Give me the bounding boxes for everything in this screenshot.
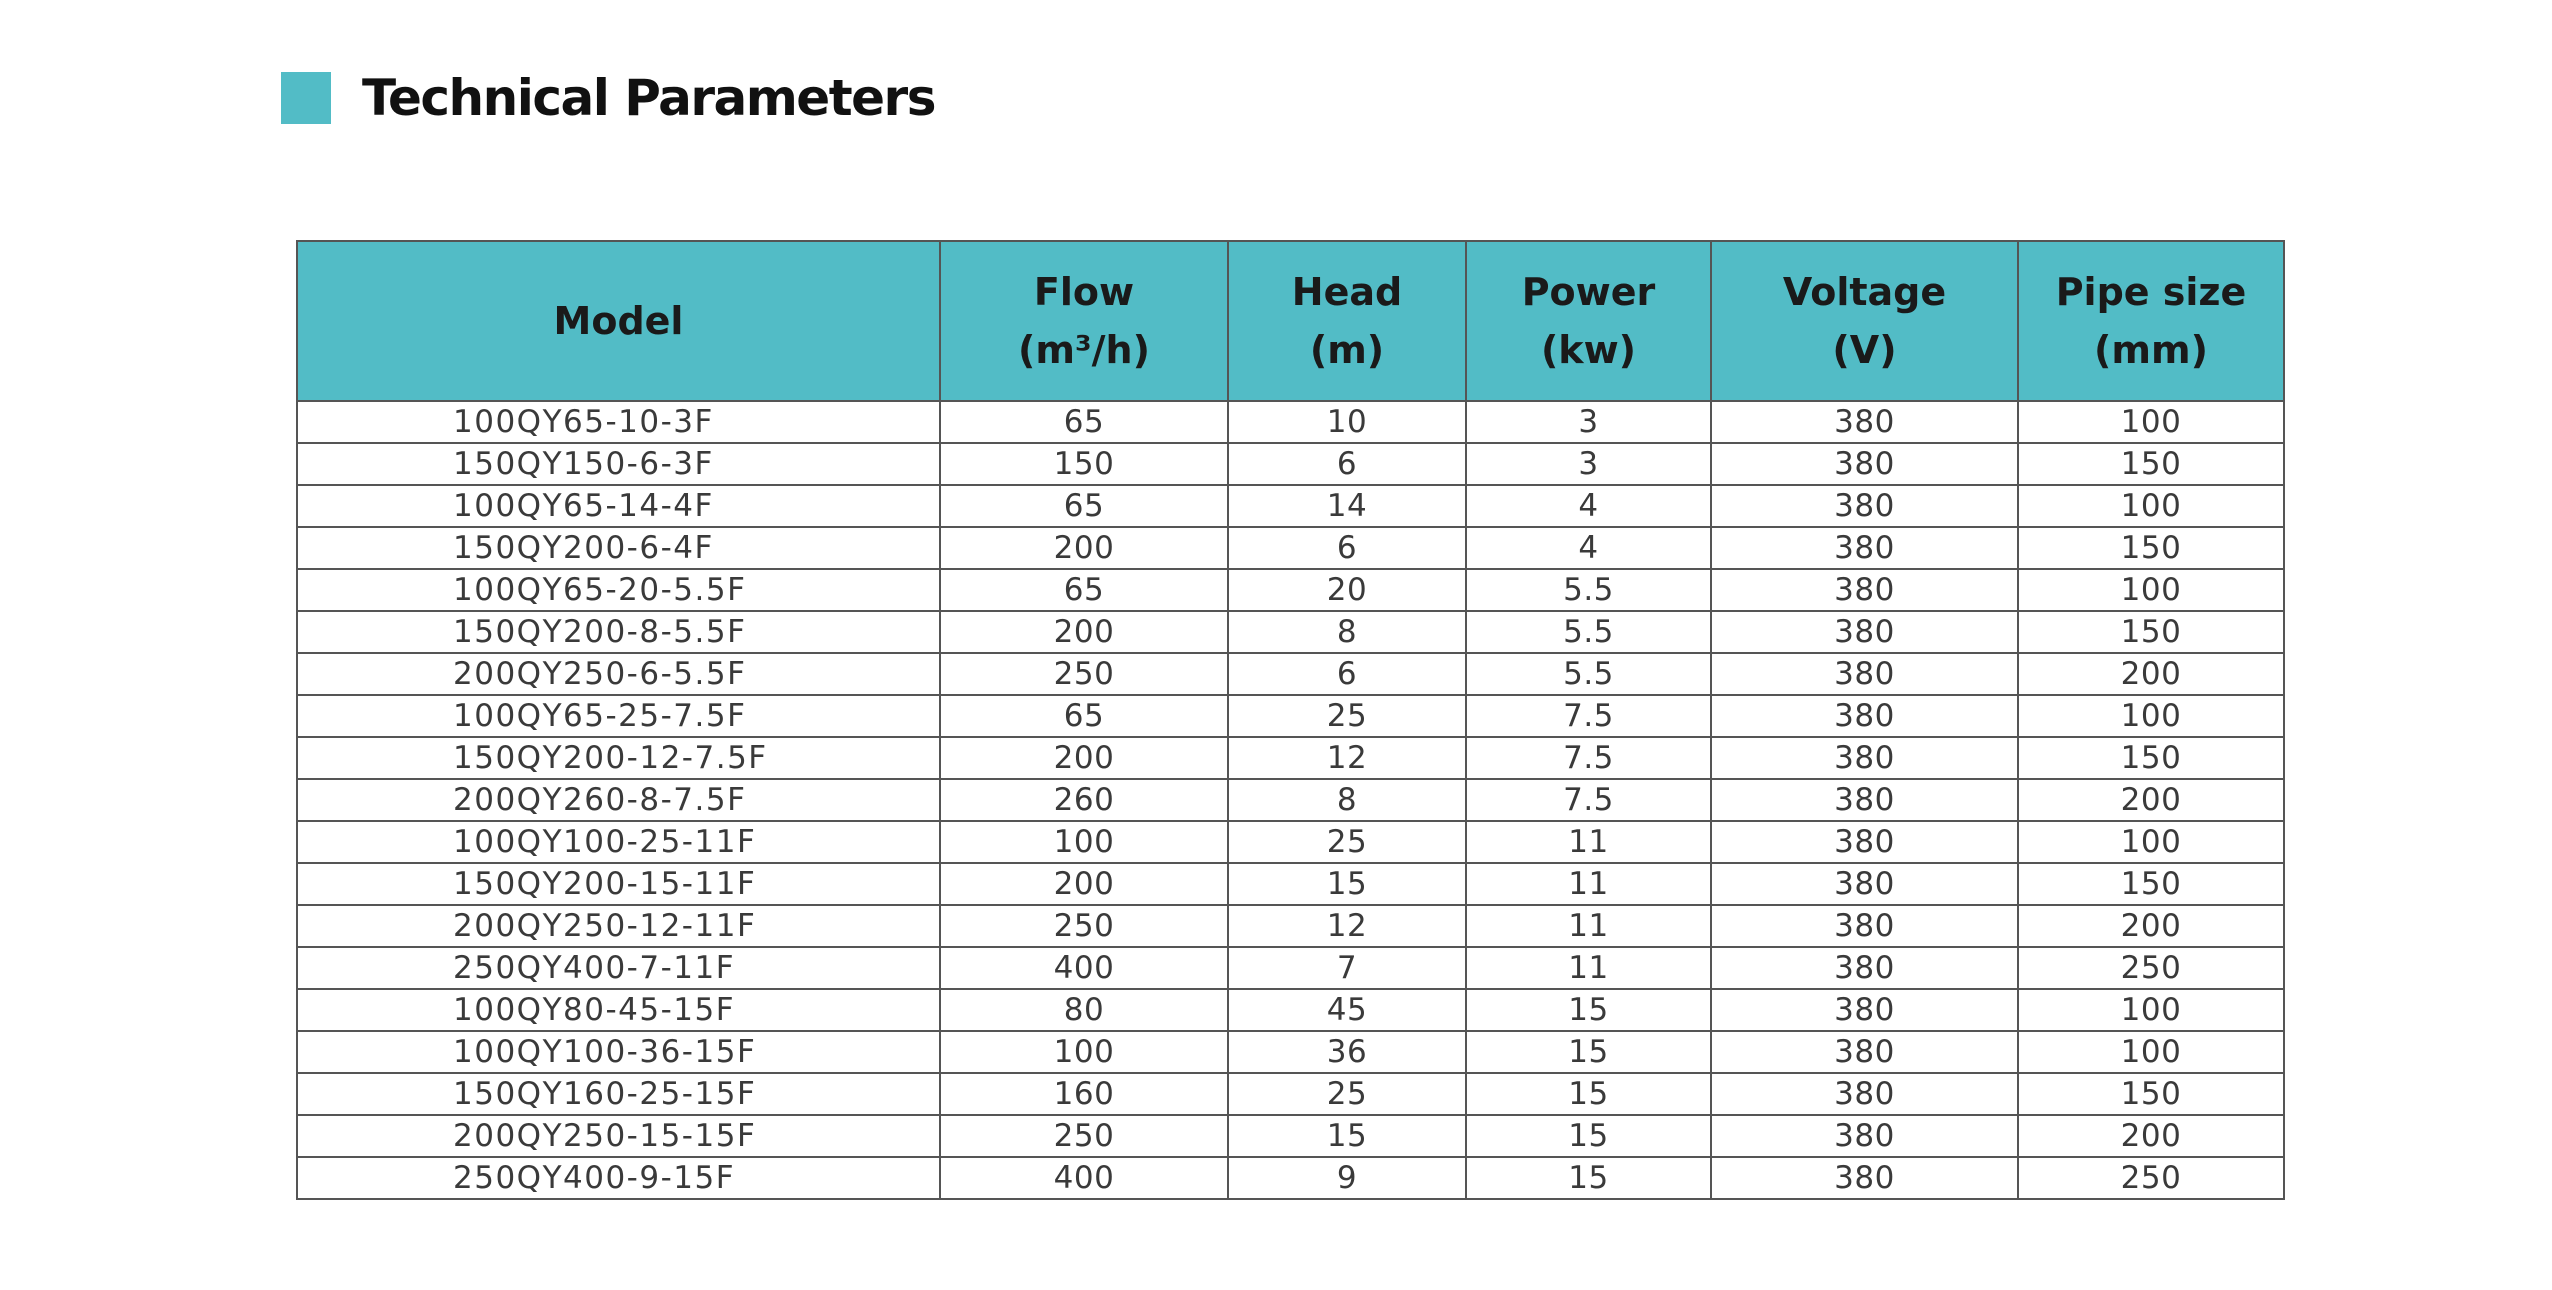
cell-model: 100QY100-36-15F [297, 1031, 940, 1073]
cell-model: 200QY250-6-5.5F [297, 653, 940, 695]
table-row [297, 863, 2284, 905]
cell-model: 100QY65-14-4F [297, 485, 940, 527]
cell-pipe-size: 150 [2018, 863, 2284, 905]
header-model [297, 241, 940, 401]
cell-model: 150QY200-8-5.5F [297, 611, 940, 653]
technical-parameters-table [296, 240, 2285, 1200]
cell-pipe-size: 100 [2018, 569, 2284, 611]
cell-power: 11 [1466, 947, 1711, 989]
cell-pipe-size: 100 [2018, 1031, 2284, 1073]
cell-head: 8 [1228, 779, 1466, 821]
header-unit: (m³/h) [1018, 328, 1150, 372]
cell-model: 250QY400-9-15F [297, 1157, 940, 1199]
header-label: Head [1291, 270, 1403, 314]
table-row [297, 401, 2284, 443]
cell-power: 4 [1466, 527, 1711, 569]
cell-head: 36 [1228, 1031, 1466, 1073]
section-marker-square [281, 72, 331, 124]
table-row [297, 527, 2284, 569]
cell-head: 25 [1228, 1073, 1466, 1115]
cell-pipe-size: 100 [2018, 821, 2284, 863]
cell-voltage: 380 [1711, 821, 2018, 863]
cell-head: 25 [1228, 821, 1466, 863]
cell-flow: 250 [940, 653, 1228, 695]
cell-model: 150QY160-25-15F [297, 1073, 940, 1115]
cell-head: 6 [1228, 527, 1466, 569]
cell-flow: 200 [940, 611, 1228, 653]
cell-flow: 400 [940, 947, 1228, 989]
table-row [297, 1073, 2284, 1115]
table-body [297, 401, 2284, 1199]
cell-voltage: 380 [1711, 401, 2018, 443]
cell-pipe-size: 200 [2018, 1115, 2284, 1157]
cell-voltage: 380 [1711, 863, 2018, 905]
cell-head: 12 [1228, 737, 1466, 779]
cell-model: 100QY100-25-11F [297, 821, 940, 863]
cell-pipe-size: 150 [2018, 737, 2284, 779]
cell-head: 8 [1228, 611, 1466, 653]
table-row [297, 779, 2284, 821]
cell-flow: 250 [940, 905, 1228, 947]
cell-power: 15 [1466, 1157, 1711, 1199]
header-voltage [1711, 241, 2018, 401]
cell-head: 25 [1228, 695, 1466, 737]
cell-flow: 400 [940, 1157, 1228, 1199]
cell-flow: 150 [940, 443, 1228, 485]
cell-flow: 200 [940, 863, 1228, 905]
cell-pipe-size: 150 [2018, 1073, 2284, 1115]
cell-head: 20 [1228, 569, 1466, 611]
header-label: Model [553, 299, 684, 343]
cell-pipe-size: 150 [2018, 611, 2284, 653]
cell-power: 11 [1466, 863, 1711, 905]
cell-power: 5.5 [1466, 611, 1711, 653]
cell-power: 3 [1466, 401, 1711, 443]
cell-power: 15 [1466, 1073, 1711, 1115]
cell-power: 5.5 [1466, 653, 1711, 695]
header-unit: (m) [1309, 328, 1385, 372]
table-row [297, 569, 2284, 611]
cell-flow: 260 [940, 779, 1228, 821]
cell-model: 150QY200-15-11F [297, 863, 940, 905]
cell-flow: 160 [940, 1073, 1228, 1115]
cell-voltage: 380 [1711, 485, 2018, 527]
section-header [281, 69, 935, 127]
cell-voltage: 380 [1711, 653, 2018, 695]
page-title: Technical Parameters [362, 69, 935, 127]
cell-flow: 100 [940, 1031, 1228, 1073]
cell-voltage: 380 [1711, 1073, 2018, 1115]
cell-flow: 200 [940, 737, 1228, 779]
header-label: Flow [1033, 270, 1135, 314]
cell-model: 100QY80-45-15F [297, 989, 940, 1031]
table-row [297, 695, 2284, 737]
table-row [297, 947, 2284, 989]
cell-power: 3 [1466, 443, 1711, 485]
cell-flow: 65 [940, 695, 1228, 737]
cell-flow: 250 [940, 1115, 1228, 1157]
cell-voltage: 380 [1711, 569, 2018, 611]
header-power [1466, 241, 1711, 401]
header-flow [940, 241, 1228, 401]
cell-head: 6 [1228, 653, 1466, 695]
header-unit: (kw) [1540, 328, 1637, 372]
header-label: Power [1521, 270, 1656, 314]
table-header-row [297, 241, 2284, 401]
cell-voltage: 380 [1711, 989, 2018, 1031]
cell-flow: 65 [940, 401, 1228, 443]
cell-head: 9 [1228, 1157, 1466, 1199]
cell-model: 150QY150-6-3F [297, 443, 940, 485]
cell-pipe-size: 200 [2018, 905, 2284, 947]
table-row [297, 1157, 2284, 1199]
cell-pipe-size: 100 [2018, 401, 2284, 443]
cell-voltage: 380 [1711, 695, 2018, 737]
cell-voltage: 380 [1711, 1031, 2018, 1073]
technical-parameters-table-container [296, 240, 2283, 1200]
header-head [1228, 241, 1466, 401]
cell-voltage: 380 [1711, 611, 2018, 653]
table-row [297, 611, 2284, 653]
table-row [297, 737, 2284, 779]
cell-head: 6 [1228, 443, 1466, 485]
cell-flow: 80 [940, 989, 1228, 1031]
cell-model: 100QY65-25-7.5F [297, 695, 940, 737]
table-row [297, 485, 2284, 527]
table-row [297, 443, 2284, 485]
cell-flow: 65 [940, 569, 1228, 611]
cell-model: 200QY250-12-11F [297, 905, 940, 947]
table-row [297, 989, 2284, 1031]
cell-flow: 200 [940, 527, 1228, 569]
cell-head: 45 [1228, 989, 1466, 1031]
cell-model: 250QY400-7-11F [297, 947, 940, 989]
table-row [297, 821, 2284, 863]
cell-flow: 100 [940, 821, 1228, 863]
cell-head: 12 [1228, 905, 1466, 947]
cell-pipe-size: 250 [2018, 947, 2284, 989]
cell-pipe-size: 250 [2018, 1157, 2284, 1199]
cell-model: 150QY200-12-7.5F [297, 737, 940, 779]
cell-power: 7.5 [1466, 779, 1711, 821]
cell-power: 11 [1466, 821, 1711, 863]
header-label: Voltage [1782, 270, 1947, 314]
cell-head: 15 [1228, 1115, 1466, 1157]
cell-power: 11 [1466, 905, 1711, 947]
cell-head: 14 [1228, 485, 1466, 527]
cell-pipe-size: 200 [2018, 653, 2284, 695]
cell-voltage: 380 [1711, 1157, 2018, 1199]
cell-voltage: 380 [1711, 779, 2018, 821]
table-row [297, 1115, 2284, 1157]
cell-head: 15 [1228, 863, 1466, 905]
table-row [297, 905, 2284, 947]
cell-pipe-size: 150 [2018, 443, 2284, 485]
cell-power: 4 [1466, 485, 1711, 527]
table-row [297, 1031, 2284, 1073]
cell-pipe-size: 200 [2018, 779, 2284, 821]
cell-voltage: 380 [1711, 1115, 2018, 1157]
cell-power: 7.5 [1466, 695, 1711, 737]
cell-model: 200QY260-8-7.5F [297, 779, 940, 821]
cell-voltage: 380 [1711, 737, 2018, 779]
cell-voltage: 380 [1711, 905, 2018, 947]
cell-power: 15 [1466, 1115, 1711, 1157]
cell-power: 7.5 [1466, 737, 1711, 779]
header-label: Pipe size [2055, 270, 2247, 314]
cell-model: 200QY250-15-15F [297, 1115, 940, 1157]
cell-model: 100QY65-20-5.5F [297, 569, 940, 611]
cell-power: 15 [1466, 989, 1711, 1031]
cell-voltage: 380 [1711, 443, 2018, 485]
table-row [297, 653, 2284, 695]
cell-voltage: 380 [1711, 947, 2018, 989]
cell-pipe-size: 150 [2018, 527, 2284, 569]
cell-head: 10 [1228, 401, 1466, 443]
cell-power: 5.5 [1466, 569, 1711, 611]
cell-voltage: 380 [1711, 527, 2018, 569]
cell-model: 100QY65-10-3F [297, 401, 940, 443]
cell-model: 150QY200-6-4F [297, 527, 940, 569]
cell-pipe-size: 100 [2018, 695, 2284, 737]
header-pipe-size [2018, 241, 2284, 401]
header-unit: (V) [1832, 328, 1897, 372]
cell-pipe-size: 100 [2018, 989, 2284, 1031]
cell-pipe-size: 100 [2018, 485, 2284, 527]
cell-power: 15 [1466, 1031, 1711, 1073]
cell-head: 7 [1228, 947, 1466, 989]
cell-flow: 65 [940, 485, 1228, 527]
header-unit: (mm) [2094, 328, 2208, 372]
